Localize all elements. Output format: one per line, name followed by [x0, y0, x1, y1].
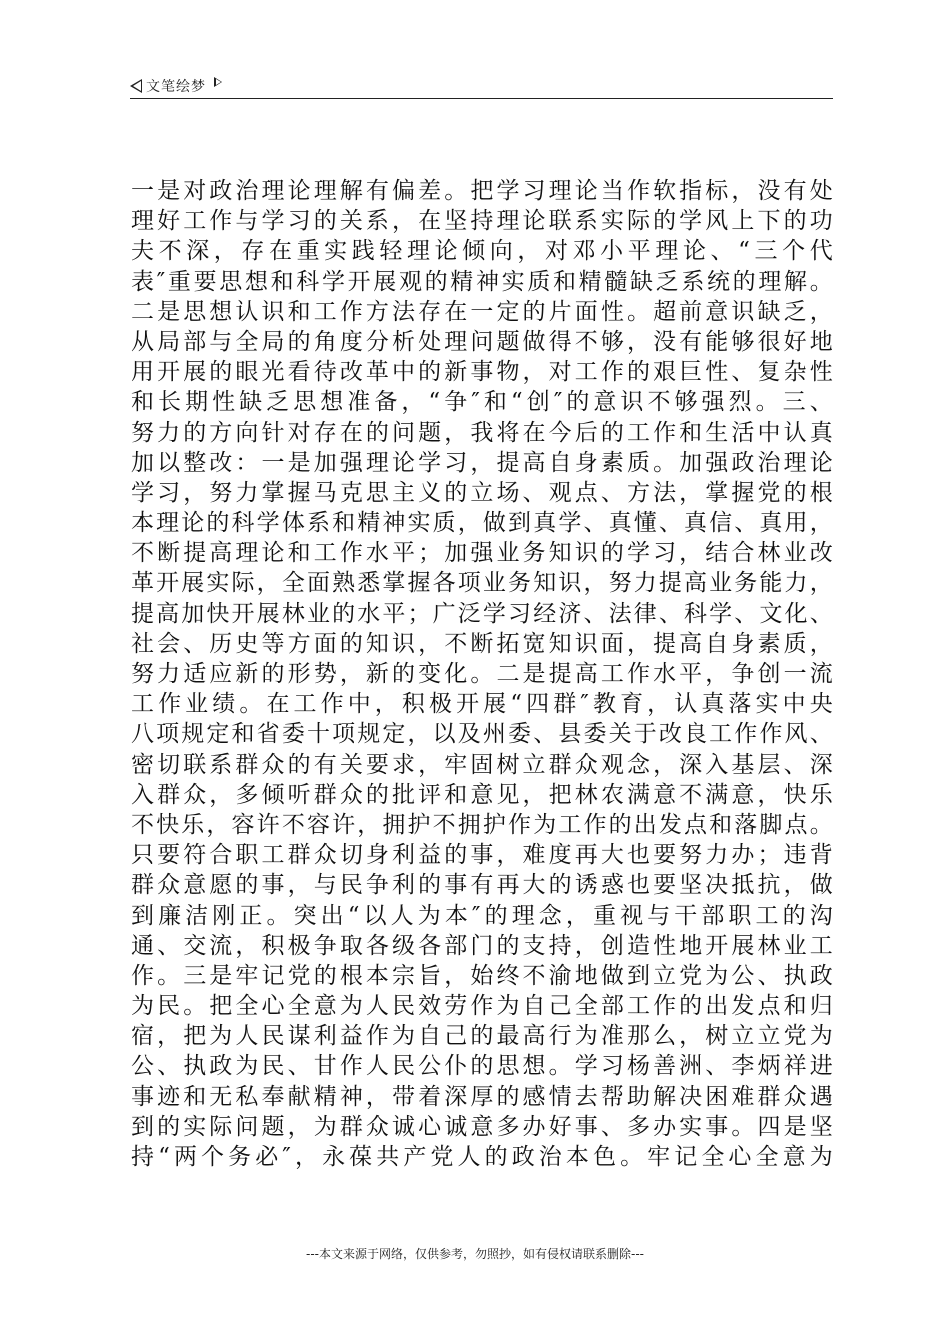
body-line: 二是思想认识和工作方法存在一定的片面性。超前意识缺乏，: [131, 298, 833, 325]
body-line: 工作业绩。在工作中，积极开展“四群″教育，认真落实中央: [131, 691, 833, 718]
triangle-left-icon: [130, 79, 142, 93]
body-line: 只要符合职工群众切身利益的事，难度再大也要努力办；违背: [131, 842, 833, 869]
body-line: 不断提高理论和工作水平；加强业务知识的学习，结合林业改: [131, 540, 833, 567]
body-line: 革开展实际，全面熟悉掌握各项业务知识，努力提高业务能力，: [131, 570, 833, 597]
body-line: 提高加快开展林业的水平；广泛学习经济、法律、科学、文化、: [131, 600, 833, 627]
body-line: 本理论的科学体系和精神实质，做到真学、真懂、真信、真用，: [131, 510, 833, 537]
body-line: 一是对政治理论理解有偏差。把学习理论当作软指标，没有处: [131, 178, 833, 204]
body-line: 到廉洁刚正。突出“以人为本″的理念，重视与干部职工的沟: [131, 902, 833, 929]
body-line: 作。三是牢记党的根本宗旨，始终不渝地做到立党为公、执政: [131, 962, 833, 989]
body-line: 用开展的眼光看待改革中的新事物，对工作的艰巨性、复杂性: [131, 359, 833, 386]
body-line: 到的实际问题，为群众诚心诚意多办好事、多办实事。四是坚: [131, 1113, 833, 1140]
body-line: 持“两个务必″，永葆共产党人的政治本色。牢记全心全意为: [131, 1144, 833, 1170]
page-header: [130, 74, 833, 99]
body-line: 公、执政为民、甘作人民公仆的思想。学习杨善洲、李炳祥进: [131, 1053, 833, 1080]
body-line: 加以整改：一是加强理论学习，提高自身素质。加强政治理论: [131, 449, 833, 476]
body-line: 从局部与全局的角度分析处理问题做得不够，没有能够很好地: [131, 328, 833, 355]
body-line: 不快乐，容许不容许，拥护不拥护作为工作的出发点和落脚点。: [131, 811, 833, 838]
document-body: [131, 176, 833, 1172]
body-line: 表″重要思想和科学开展观的精神实质和精髓缺乏系统的理解。: [131, 268, 833, 295]
body-line: 为民。把全心全意为人民效劳作为自己全部工作的出发点和归: [131, 993, 833, 1020]
body-line: 事迹和无私奉献精神，带着深厚的感情去帮助解决困难群众遇: [131, 1083, 833, 1110]
body-line: 通、交流，积极争取各级各部门的支持，创造性地开展林业工: [131, 932, 833, 959]
body-line: 宿，把为人民谋利益作为自己的最高行为准那么，树立立党为: [131, 1023, 833, 1050]
body-line: 理好工作与学习的关系，在坚持理论联系实际的学风上下的功: [131, 208, 833, 235]
body-line: 努力的方向针对存在的问题，我将在今后的工作和生活中认真: [131, 419, 833, 446]
page-footer: ---本文来源于网络，仅供参考，勿照抄，如有侵权请联系删除---: [306, 1247, 644, 1261]
body-line: 学习，努力掌握马克思主义的立场、观点、方法，掌握党的根: [131, 479, 833, 506]
triangle-right-icon: [214, 77, 222, 87]
body-line: 入群众，多倾听群众的批评和意见，把林农满意不满意，快乐: [131, 781, 833, 808]
body-line: 努力适应新的形势，新的变化。二是提高工作水平，争创一流: [131, 661, 833, 687]
header-brand: 文笔绘梦: [146, 79, 206, 95]
body-line: 夫不深，存在重实践轻理论倾向，对邓小平理论、“三个代: [131, 238, 833, 265]
body-line: 和长期性缺乏思想准备，“争″和“创″的意识不够强烈。三、: [131, 389, 833, 416]
body-line: 八项规定和省委十项规定，以及州委、县委关于改良工作作风、: [131, 721, 833, 748]
body-line: 社会、历史等方面的知识，不断拓宽知识面，提高自身素质，: [131, 630, 833, 657]
body-line: 群众意愿的事，与民争利的事有再大的诱惑也要坚决抵抗，做: [131, 872, 833, 899]
body-line: 密切联系群众的有关要求，牢固树立群众观念，深入基层、深: [131, 751, 833, 778]
